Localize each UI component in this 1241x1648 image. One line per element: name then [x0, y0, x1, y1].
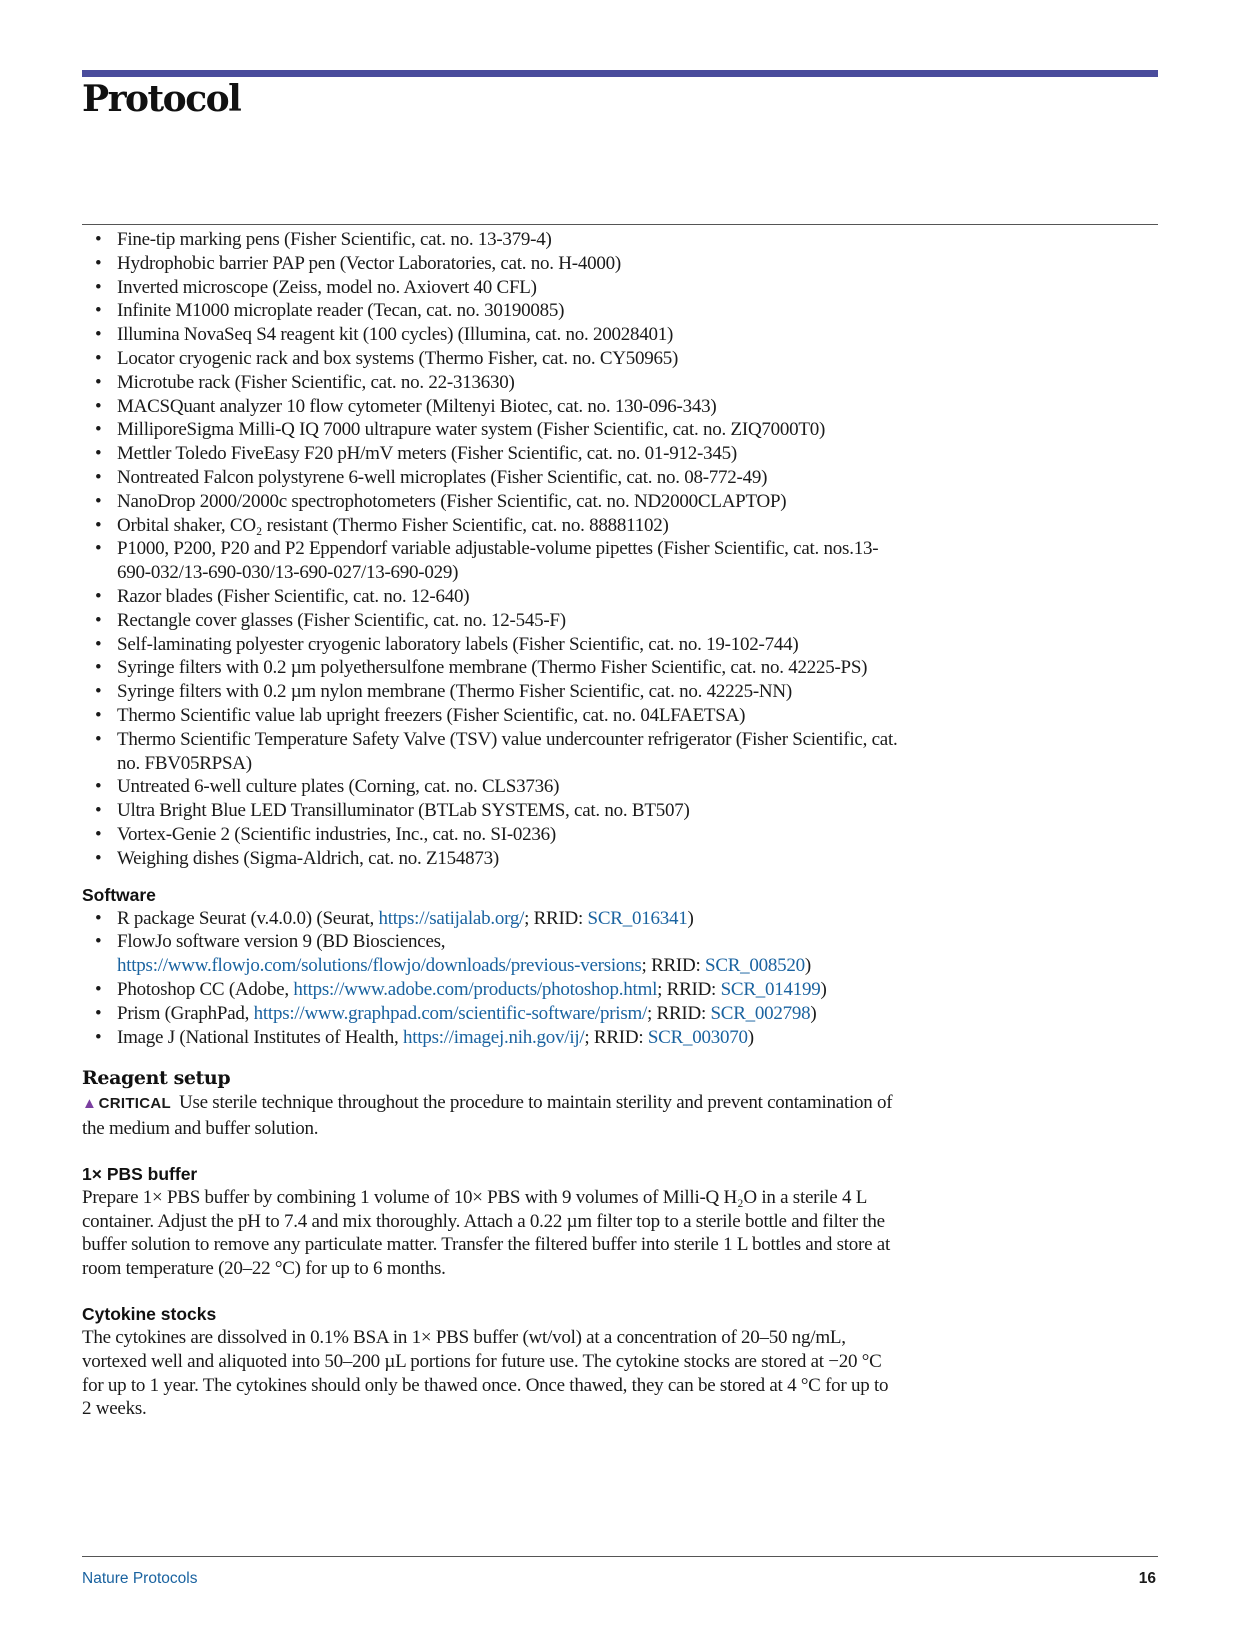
equipment-item-text: Locator cryogenic rack and box systems (Thermo Fisher, cat. no. CY50965) [117, 347, 679, 369]
rrid-link[interactable]: SCR_014199 [720, 978, 821, 1000]
list-item [82, 680, 902, 704]
footer-divider [82, 1556, 1158, 1557]
bullet-icon: • [95, 395, 102, 417]
equipment-item-text: MACSQuant analyzer 10 flow cytometer (Miltenyi Biotec, cat. no. 130-096-343) [117, 395, 717, 417]
equipment-item-text: Untreated 6-well culture plates (Corning, cat. no. CLS3736) [117, 776, 560, 798]
software-text: ; RRID: [657, 978, 721, 1000]
equipment-item-text: Razor blades (Fisher Scientific, cat. no. 12-640) [117, 585, 470, 607]
list-item [82, 514, 902, 538]
software-url-link[interactable]: https://www.graphpad.com/scientific-software/prism/ [253, 1002, 648, 1024]
list-item [82, 371, 902, 395]
bullet-icon: • [95, 324, 102, 346]
software-text: Prism (GraphPad, [117, 1002, 254, 1024]
equipment-item-text: Hydrophobic barrier PAP pen (Vector Laboratories, cat. no. H-4000) [117, 252, 621, 274]
equipment-item-text: Rectangle cover glasses (Fisher Scientific, cat. no. 12-545-F) [117, 609, 566, 631]
equipment-item-text: Mettler Toledo FiveEasy F20 pH/mV meters (Fisher Scientific, cat. no. 01-912-345) [117, 443, 737, 465]
software-url-link[interactable]: https://www.adobe.com/products/photoshop.html [293, 978, 658, 1000]
list-item [82, 799, 902, 823]
equipment-item-text: Thermo Scientific Temperature Safety Valve (TSV) value undercounter refrigerator (Fisher Scientific, cat. no. FBV05RPSA) [117, 728, 898, 774]
bullet-icon: • [95, 978, 102, 1000]
software-text: ; RRID: [647, 1002, 711, 1024]
software-text: ) [810, 1002, 817, 1024]
bullet-icon: • [95, 300, 102, 322]
list-item [82, 490, 902, 514]
bullet-icon: • [95, 347, 102, 369]
software-text: Photoshop CC (Adobe, [117, 978, 294, 1000]
software-text: ; RRID: [524, 907, 588, 929]
list-item [82, 633, 902, 657]
list-item [82, 395, 902, 419]
equipment-item-text: Syringe filters with 0.2 µm polyethersulfone membrane (Thermo Fisher Scientific, cat. no. 42225-PS) [117, 657, 868, 679]
equipment-item-text: Infinite M1000 microplate reader (Tecan, cat. no. 30190085) [117, 300, 565, 322]
bullet-icon: • [95, 229, 102, 250]
software-url-link[interactable]: https://www.flowjo.com/solutions/flowjo/downloads/previous-versions [117, 955, 642, 977]
bullet-icon: • [95, 776, 102, 798]
bullet-icon: • [95, 466, 102, 488]
list-item [82, 442, 902, 466]
bullet-icon: • [95, 538, 102, 560]
software-item [82, 907, 902, 931]
bullet-icon: • [95, 490, 102, 512]
bullet-icon: • [95, 443, 102, 465]
section-divider [82, 224, 1158, 225]
list-item [82, 656, 902, 680]
equipment-item-text: Orbital shaker, CO₂ resistant (Thermo Fisher Scientific, cat. no. 88881102) [117, 514, 669, 536]
header-rule [82, 70, 1158, 77]
list-item [82, 609, 902, 633]
page-title: Protocol [82, 78, 241, 120]
list-item [82, 252, 902, 276]
critical-text: Use sterile technique throughout the procedure to maintain sterility and prevent contamination of the medium and buffer solution. [82, 1092, 893, 1140]
list-item [82, 276, 902, 300]
rrid-link[interactable]: SCR_016341 [587, 907, 688, 929]
list-item [82, 418, 902, 442]
list-item [82, 728, 902, 776]
list-item [82, 823, 902, 847]
critical-triangle-icon: ▲ [82, 1096, 97, 1113]
bullet-icon: • [95, 514, 102, 536]
page-number: 16 [1138, 1570, 1156, 1587]
software-text: Image J (National Institutes of Health, [117, 1026, 404, 1048]
list-item [82, 323, 902, 347]
software-text: ; RRID: [641, 955, 705, 977]
critical-note [82, 1091, 902, 1141]
software-url-link[interactable]: https://satijalab.org/ [378, 907, 525, 929]
list-item [82, 585, 902, 609]
bullet-icon: • [95, 633, 102, 655]
bullet-icon: • [95, 704, 102, 726]
equipment-item-text: Illumina NovaSeq S4 reagent kit (100 cycles) (Illumina, cat. no. 20028401) [117, 324, 674, 346]
bullet-icon: • [95, 371, 102, 393]
reagent-setup-heading: Reagent setup [82, 1067, 231, 1090]
equipment-item-text: Weighing dishes (Sigma-Aldrich, cat. no. Z154873) [117, 847, 499, 869]
equipment-item-text: Nontreated Falcon polystyrene 6-well microplates (Fisher Scientific, cat. no. 08-772-49) [117, 466, 768, 488]
list-item [82, 466, 902, 490]
list-item [82, 299, 902, 323]
equipment-item-text: NanoDrop 2000/2000c spectrophotometers (Fisher Scientific, cat. no. ND2000CLAPTOP) [117, 490, 787, 512]
equipment-item-text: Self-laminating polyester cryogenic laboratory labels (Fisher Scientific, cat. no. 19-102-744) [117, 633, 799, 655]
list-item [82, 847, 902, 871]
software-url-link[interactable]: https://imagej.nih.gov/ij/ [403, 1026, 585, 1048]
main-content [82, 228, 902, 1421]
software-item [82, 1002, 902, 1026]
equipment-item-text: Ultra Bright Blue LED Transilluminator (BTLab SYSTEMS, cat. no. BT507) [117, 800, 690, 822]
software-list [82, 907, 902, 1050]
bullet-icon: • [95, 252, 102, 274]
equipment-list [82, 228, 902, 871]
software-text: ; RRID: [584, 1026, 648, 1048]
equipment-item-text: Inverted microscope (Zeiss, model no. Axiovert 40 CFL) [117, 276, 537, 298]
pbs-buffer-text: Prepare 1× PBS buffer by combining 1 volume of 10× PBS with 9 volumes of Milli-Q H₂O in a sterile 4 L container. Adjust the pH to 7.4 and mix thoroughly. Attach a 0.22 µm filter top to a sterile bottle and filter the buffer solution to remove any particulate matter. Transfer the filtered buffer into sterile 1 L bottles and store at room temperature (20–22 °C) for up to 6 months. [82, 1186, 890, 1280]
list-item [82, 704, 902, 728]
journal-name[interactable]: Nature Protocols [82, 1570, 198, 1587]
cytokine-stocks-heading: Cytokine stocks [82, 1304, 217, 1325]
equipment-item-text: P1000, P200, P20 and P2 Eppendorf variable adjustable-volume pipettes (Fisher Scientific, cat. nos.13-690-032/13-690-030/13-690-027/13-690-029) [117, 538, 879, 584]
bullet-icon: • [95, 823, 102, 845]
bullet-icon: • [95, 657, 102, 679]
software-heading: Software [82, 884, 156, 905]
bullet-icon: • [95, 419, 102, 441]
bullet-icon: • [95, 1002, 102, 1024]
software-text: R package Seurat (v.4.0.0) (Seurat, [117, 907, 379, 929]
bullet-icon: • [95, 585, 102, 607]
list-item [82, 537, 902, 585]
critical-label: CRITICAL [98, 1095, 171, 1113]
software-item [82, 930, 902, 978]
software-text: ) [804, 955, 811, 977]
cytokine-stocks-text: The cytokines are dissolved in 0.1% BSA in 1× PBS buffer (wt/vol) at a concentration of 20–50 ng/mL, vortexed well and aliquoted into 50–200 µL portions for future use. The cytokine stocks are stored at −20 °C for up to 1 year. The cytokines should only be thawed once. Once thawed, they can be stored at 4 °C for up to 2 weeks. [82, 1327, 889, 1420]
rrid-link[interactable]: SCR_008520 [705, 955, 805, 977]
rrid-link[interactable]: SCR_003070 [647, 1026, 748, 1048]
equipment-item-text: MilliporeSigma Milli-Q IQ 7000 ultrapure water system (Fisher Scientific, cat. no. ZIQ7000T0) [117, 419, 826, 441]
list-item [82, 228, 902, 252]
equipment-item-text: Vortex-Genie 2 (Scientific industries, Inc., cat. no. SI-0236) [117, 823, 556, 845]
bullet-icon: • [95, 609, 102, 631]
equipment-item-text: Microtube rack (Fisher Scientific, cat. no. 22-313630) [117, 371, 515, 393]
software-text: ) [687, 907, 694, 929]
bullet-icon: • [95, 907, 102, 929]
bullet-icon: • [95, 1026, 102, 1048]
rrid-link[interactable]: SCR_002798 [710, 1002, 811, 1024]
bullet-icon: • [95, 847, 102, 869]
bullet-icon: • [95, 681, 102, 703]
bullet-icon: • [95, 728, 102, 750]
bullet-icon: • [95, 276, 102, 298]
bullet-icon: • [95, 800, 102, 822]
software-item [82, 1026, 902, 1050]
software-text: ) [820, 978, 827, 1000]
bullet-icon: • [95, 931, 102, 953]
list-item [82, 347, 902, 371]
equipment-item-text: Thermo Scientific value lab upright freezers (Fisher Scientific, cat. no. 04LFAETSA) [117, 704, 746, 726]
software-item [82, 978, 902, 1002]
equipment-item-text: Syringe filters with 0.2 µm nylon membrane (Thermo Fisher Scientific, cat. no. 42225-NN) [117, 681, 792, 703]
software-text: ) [747, 1026, 754, 1048]
equipment-item-text: Fine-tip marking pens (Fisher Scientific, cat. no. 13-379-4) [117, 229, 552, 250]
list-item [82, 775, 902, 799]
software-text: FlowJo software version 9 (BD Biosciences, [117, 931, 446, 953]
pbs-buffer-heading: 1× PBS buffer [82, 1163, 198, 1184]
